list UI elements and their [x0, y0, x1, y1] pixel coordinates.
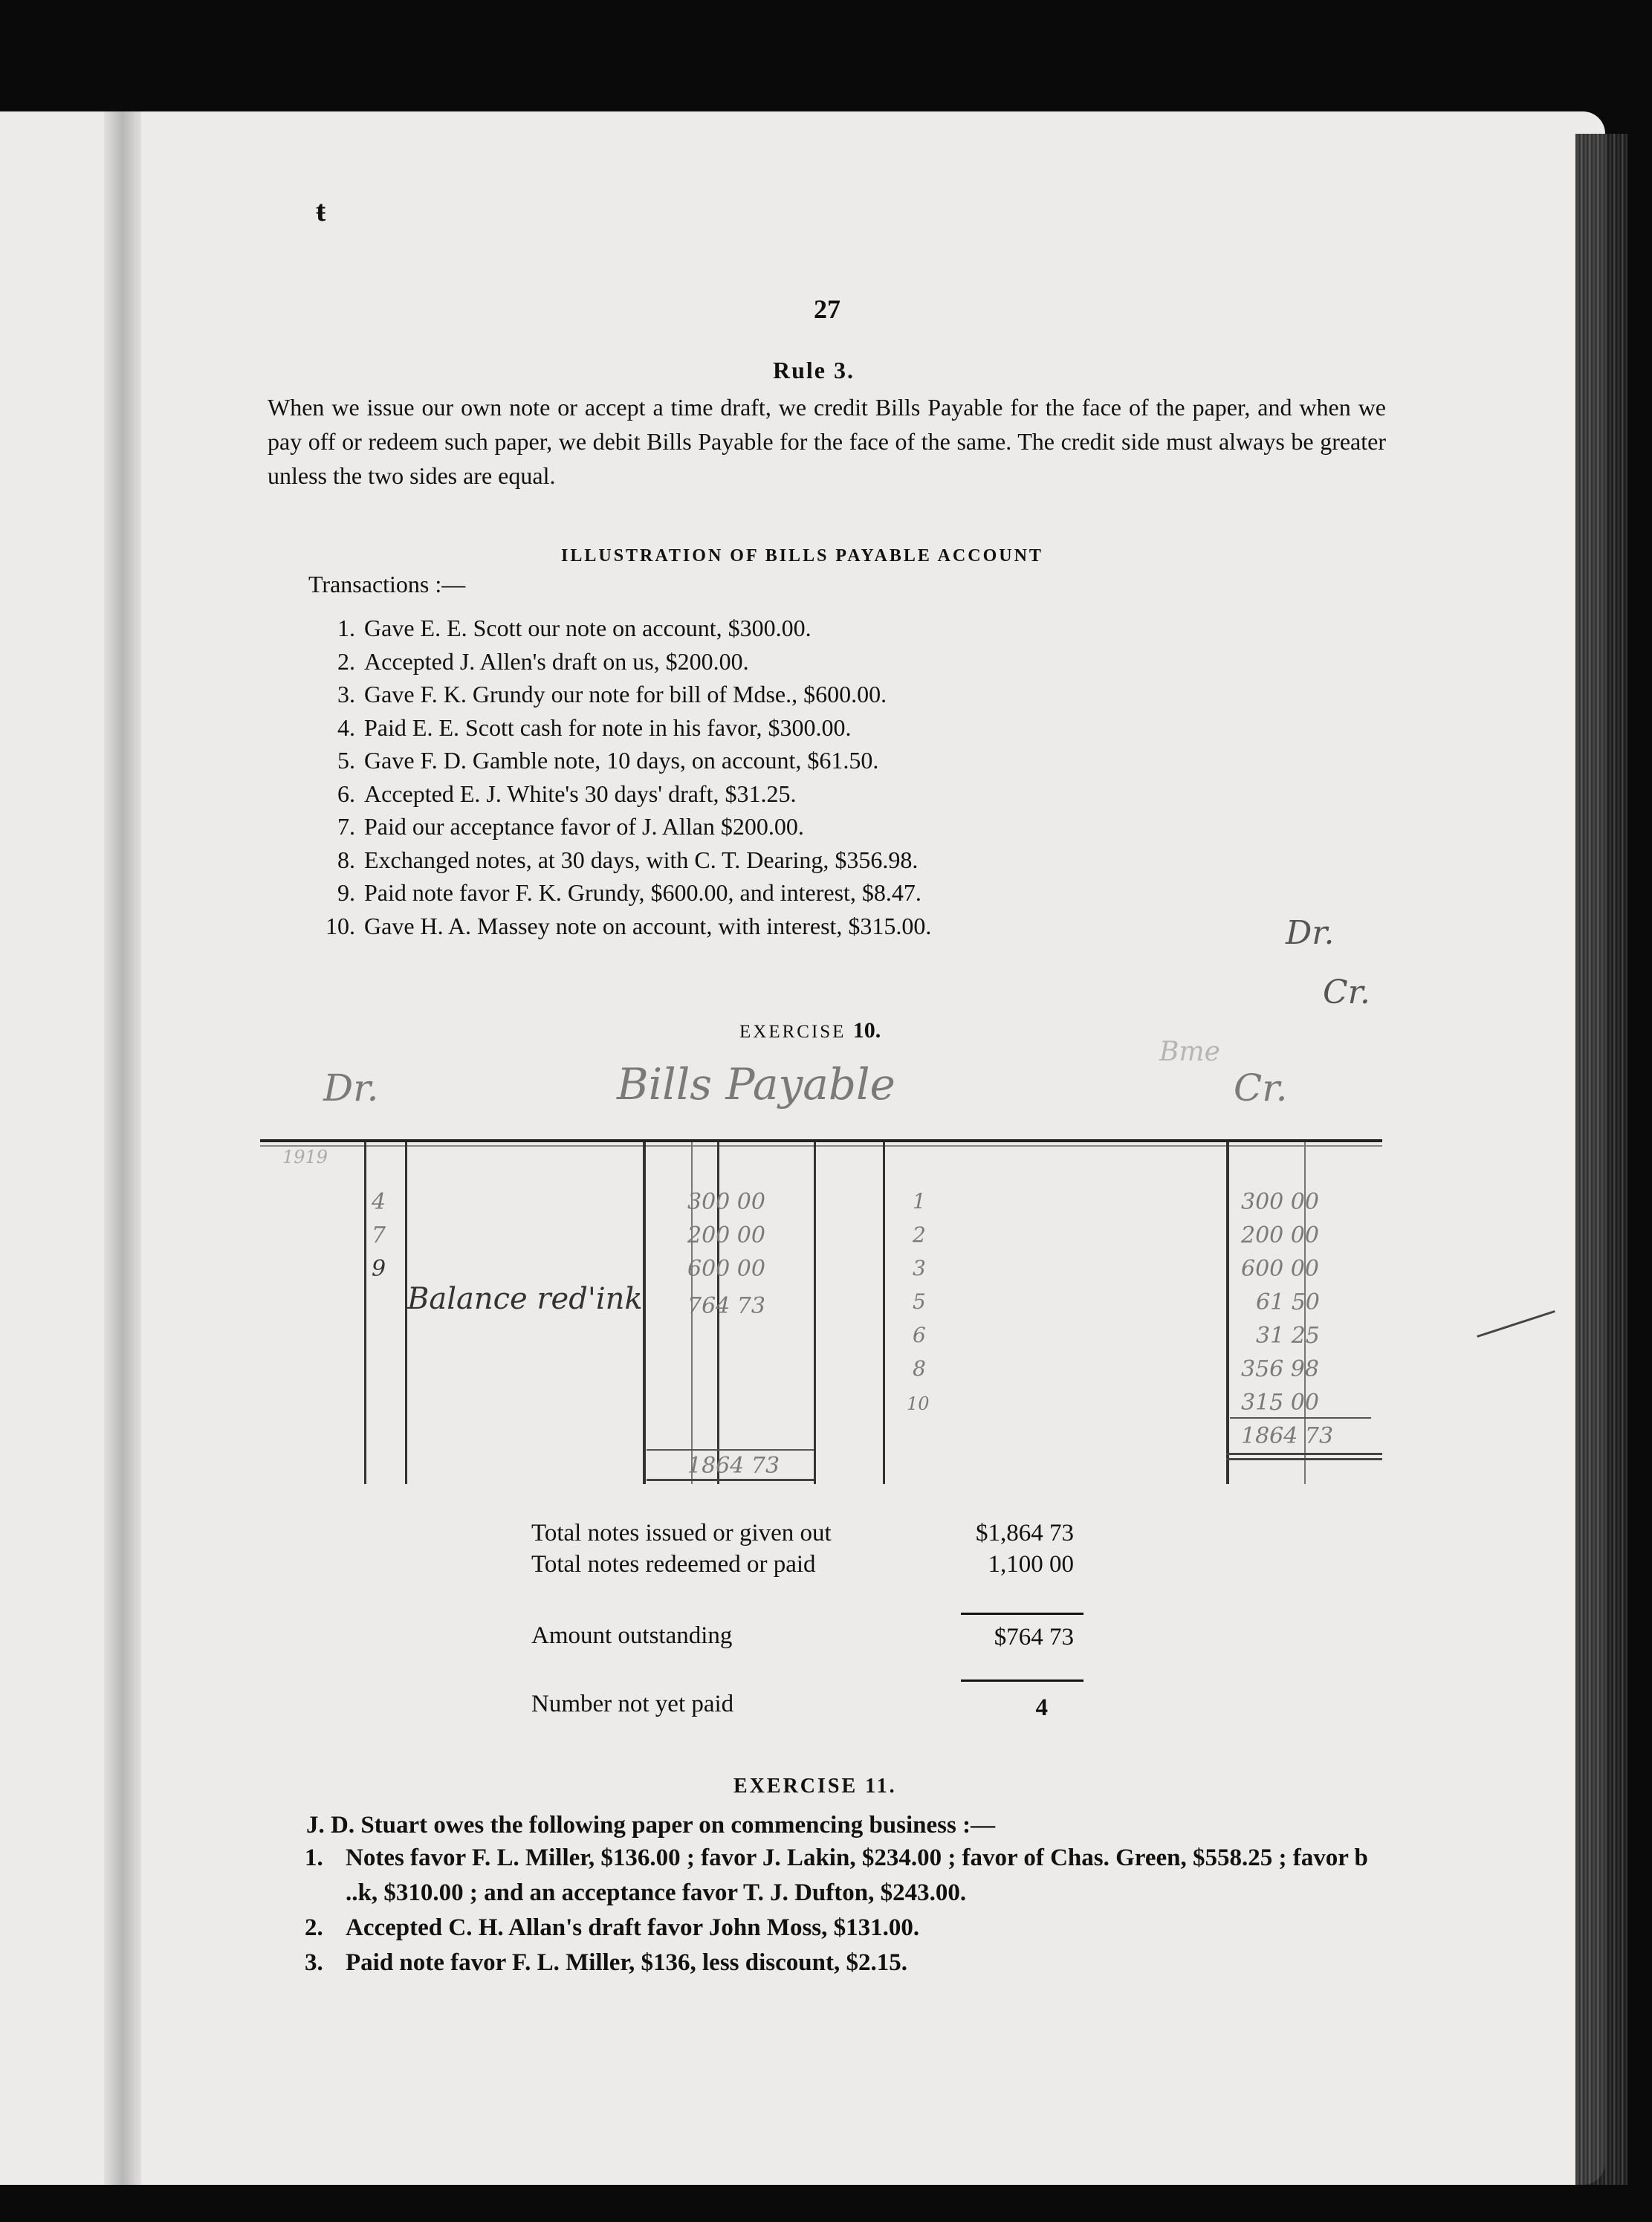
- summary-amount: 1,100 00: [988, 1551, 1074, 1578]
- debit-amount: 764 73: [687, 1293, 765, 1319]
- transaction-item: 8. Exchanged notes, at 30 days, with C. T. Dearing, $356.98.: [337, 846, 919, 873]
- exercise-11-intro: J. D. Stuart owes the following paper on commencing business :—: [306, 1812, 996, 1839]
- credit-total: 1864 73: [1241, 1423, 1334, 1449]
- summary-amount: 4: [1035, 1694, 1048, 1721]
- ledger-top-rule: [260, 1139, 1382, 1142]
- debit-amount: 200 00: [687, 1222, 765, 1248]
- credit-amount: 31 25: [1256, 1323, 1320, 1349]
- debit-explanation: Balance red'ink: [407, 1282, 643, 1316]
- credit-ref: 3: [913, 1256, 926, 1280]
- debit-ref: 9: [372, 1256, 386, 1282]
- exercise-11-item: 1. Notes favor F. L. Miller, $136.00 ; favor J. Lakin, $234.00 ; favor of Chas. Green, $558.25 ; favor b ..k, $310.00 ; and an acceptance favor T. J. Dufton, $243.00.: [305, 1844, 1368, 1906]
- illustration-heading: ILLUSTRATION OF BILLS PAYABLE ACCOUNT: [561, 546, 1043, 566]
- credit-ref: 1: [913, 1189, 926, 1214]
- transactions-list: [312, 612, 931, 942]
- ledger-year: 1919: [282, 1147, 328, 1167]
- debit-amount: 300 00: [687, 1189, 765, 1215]
- exercise-11-item: 2. Accepted C. H. Allan's draft favor John Moss, $131.00.: [305, 1914, 920, 1941]
- credit-ref: 10: [907, 1393, 930, 1414]
- ledger-top-rule-thin: [260, 1145, 1382, 1147]
- summary-label: Total notes issued or given out: [531, 1520, 832, 1546]
- ledger-title: Bills Payable: [617, 1059, 895, 1110]
- ledger-col-divider: [883, 1142, 885, 1484]
- credit-amount: 315 00: [1241, 1390, 1319, 1416]
- transaction-item: 9. Paid note favor F. K. Grundy, $600.00, and interest, $8.47.: [337, 879, 921, 906]
- transaction-item: 5. Gave F. D. Gamble note, 10 days, on account, $61.50.: [337, 747, 879, 774]
- ledger-col-divider: [814, 1142, 816, 1484]
- summary-label: Amount outstanding: [531, 1622, 733, 1649]
- credit-amount: 200 00: [1241, 1222, 1319, 1248]
- transaction-item: 4. Paid E. E. Scott cash for note in his favor, $300.00.: [337, 713, 852, 741]
- page-edge-stack: [1575, 134, 1627, 2185]
- ledger-col-divider: [364, 1142, 366, 1484]
- credit-ref: 8: [913, 1356, 926, 1381]
- book-gutter: [104, 111, 141, 2185]
- ledger-col-divider: [1226, 1142, 1229, 1484]
- credit-amount: 356 98: [1241, 1356, 1319, 1382]
- credit-ref: 2: [913, 1222, 926, 1247]
- debit-ref: 4: [372, 1189, 386, 1215]
- exercise-10-summary: [531, 1520, 1096, 1743]
- exercise-11-heading: EXERCISE 11.: [733, 1775, 897, 1798]
- transaction-item: 6. Accepted E. J. White's 30 days' draft, $31.25.: [337, 780, 797, 807]
- summary-rule: [961, 1613, 1083, 1615]
- exercise-10-heading: EXERCISE 10.: [739, 1018, 881, 1043]
- transaction-item: 7. Paid our acceptance favor of J. Allan $200.00.: [337, 813, 804, 840]
- credit-total-rule: [1230, 1417, 1371, 1419]
- transactions-label: Transactions :—: [308, 571, 466, 597]
- ledger-dr-label: Dr.: [323, 1066, 379, 1110]
- summary-amount: $764 73: [994, 1624, 1074, 1651]
- summary-label: Number not yet paid: [531, 1691, 734, 1717]
- rule-paragraph: When we issue our own note or accept a time draft, we credit Bills Payable for the face of the paper, and when we pay off or redeem such paper, we debit Bills Payable for the face of the same. The credit side must always be greater unless the two sides are equal.: [268, 394, 1386, 489]
- credit-ref: 5: [913, 1289, 926, 1314]
- bills-payable-ledger: [260, 1052, 1382, 1505]
- debit-total: 1864 73: [687, 1453, 780, 1479]
- ledger-col-divider: [643, 1142, 646, 1484]
- credit-double-rule: [1226, 1453, 1382, 1455]
- page-number: 27: [814, 294, 840, 324]
- transaction-item: 2. Accepted J. Allen's draft on us, $200.00.: [337, 647, 749, 675]
- summary-label: Total notes redeemed or paid: [531, 1551, 816, 1578]
- margin-note-dr: Dr.: [1286, 914, 1335, 952]
- debit-double-rule: [647, 1479, 814, 1481]
- summary-amount: $1,864 73: [976, 1520, 1074, 1546]
- debit-ref: 7: [372, 1222, 386, 1248]
- transaction-item: 1. Gave E. E. Scott our note on account, $300.00.: [337, 615, 812, 641]
- stray-mark: ŧ: [316, 194, 326, 227]
- credit-amount: 61 50: [1256, 1289, 1320, 1315]
- margin-note-faint: Bme: [1159, 1037, 1220, 1067]
- rule-heading: Rule 3.: [773, 357, 855, 383]
- transaction-item: 3. Gave F. K. Grundy our note for bill of Mdse., $600.00.: [337, 681, 887, 707]
- debit-amount: 600 00: [687, 1256, 765, 1282]
- transaction-item: 10. Gave H. A. Massey note on account, with interest, $315.00.: [325, 912, 932, 939]
- credit-amount: 600 00: [1241, 1256, 1319, 1282]
- credit-amount: 300 00: [1241, 1189, 1319, 1215]
- margin-note-cr: Cr.: [1323, 974, 1370, 1011]
- ledger-cr-label: Cr.: [1234, 1066, 1288, 1110]
- exercise-11-list: [305, 1841, 1375, 1980]
- summary-rule: [961, 1680, 1083, 1682]
- debit-total-rule: [647, 1449, 814, 1451]
- exercise-11-item: 3. Paid note favor F. L. Miller, $136, less discount, $2.15.: [305, 1949, 907, 1976]
- credit-ref: 6: [913, 1323, 926, 1347]
- credit-double-rule: [1226, 1458, 1382, 1460]
